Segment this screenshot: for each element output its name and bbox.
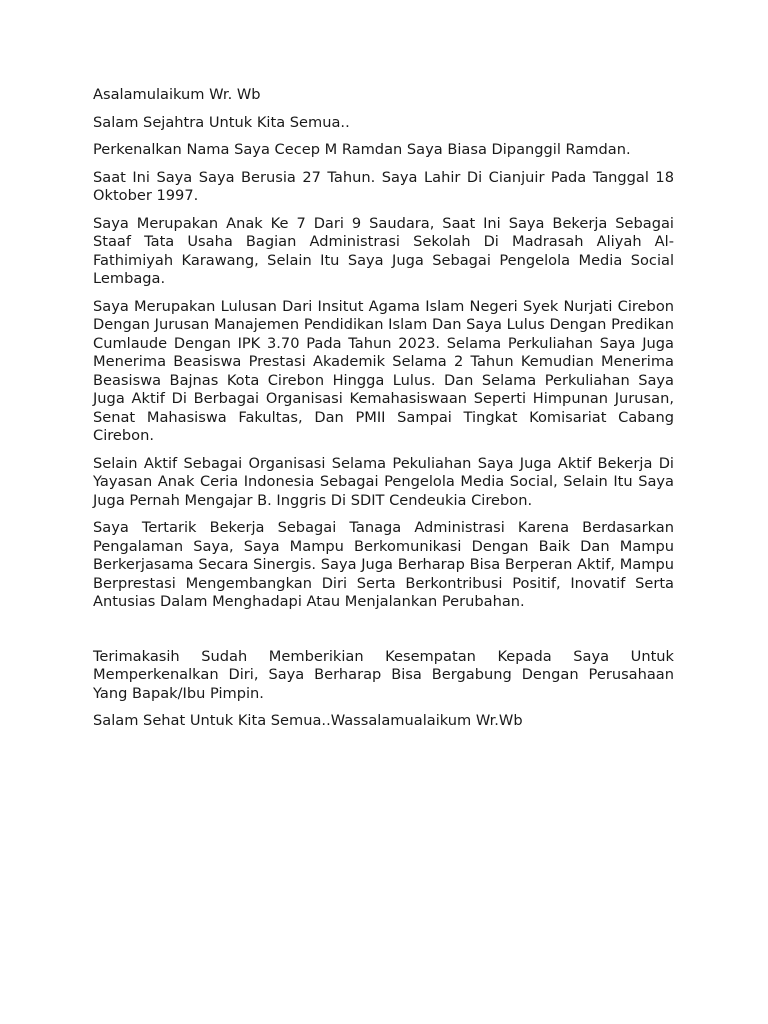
introduction-paragraph: Perkenalkan Nama Saya Cecep M Ramdan Saya Biasa Dipanggil Ramdan. xyxy=(93,141,631,158)
activities-paragraph: Selain Aktif Sebagai Organisasi Selama Pekuliahan Saya Juga Aktif Bekerja Di Yayasan Anak Ceria Indonesia Sebagai Pengelola Media Social, Selain Itu Saya Juga Pernah Mengajar B. Inggris Di SDIT Cendeukia Cirebon. xyxy=(93,454,674,509)
motivation-paragraph: Saya Tertarik Bekerja Sebagai Tanaga Administrasi Karena Berdasarkan Pengalaman Saya, Saya Mampu Berkomunikasi Dengan Baik Dan Mampu Berkerjasama Secara Sinergis. Saya Juga Berharap Bisa Berperan Aktif, Mampu Berprestasi Mengembangkan Diri Serta Berkontribusi Positif, Inovatif Serta Antusias Dalam Menghadapi Atau Menjalankan Perubahan. xyxy=(93,519,674,610)
greeting-paragraph: Asalamulaikum Wr. Wb xyxy=(93,86,261,103)
family-work-paragraph: Saya Merupakan Anak Ke 7 Dari 9 Saudara, Saat Ini Saya Bekerja Sebagai Staaf Tata Usaha Bagian Administrasi Sekolah Di Madrasah Aliyah Al-Fathimiyah Karawang, Selain Itu Saya Juga Sebagai Pengelola Media Social Lembaga. xyxy=(93,214,674,287)
salutation-paragraph: Salam Sejahtra Untuk Kita Semua.. xyxy=(93,113,350,131)
document-body xyxy=(93,86,674,740)
paragraph-spacer xyxy=(93,621,674,648)
closing-paragraph: Salam Sehat Untuk Kita Semua..Wassalamualaikum Wr.Wb xyxy=(93,712,523,729)
age-birth-paragraph: Saat Ini Saya Saya Berusia 27 Tahun. Saya Lahir Di Cianjuir Pada Tanggal 18 Oktober 1997. xyxy=(93,168,674,204)
thanks-paragraph: Terimakasih Sudah Memberikian Kesempatan Kepada Saya Untuk Memperkenalkan Diri, Saya Berharap Bisa Bergabung Dengan Perusahaan Yang Bapak/Ibu Pimpin. xyxy=(93,647,674,702)
education-paragraph: Saya Merupakan Lulusan Dari Insitut Agama Islam Negeri Syek Nurjati Cirebon Dengan Jurusan Manajemen Pendidikan Islam Dan Saya Lulus Dengan Predikan Cumlaude Dengan IPK 3.70 Pada Tahun 2023. Selama Perkuliahan Saya Juga Menerima Beasiswa Prestasi Akademik Selama 2 Tahun Kemudian Menerima Beasiswa Bajnas Kota Cirebon Hingga Lulus. Dan Selama Perkuliahan Saya Juga Aktif Di Berbagai Organisasi Kemahasiswaan Seperti Himpunan Jurusan, Senat Mahasiswa Fakultas, Dan PMII Sampai Tingkat Komisariat Cabang Cirebon. xyxy=(93,297,674,444)
